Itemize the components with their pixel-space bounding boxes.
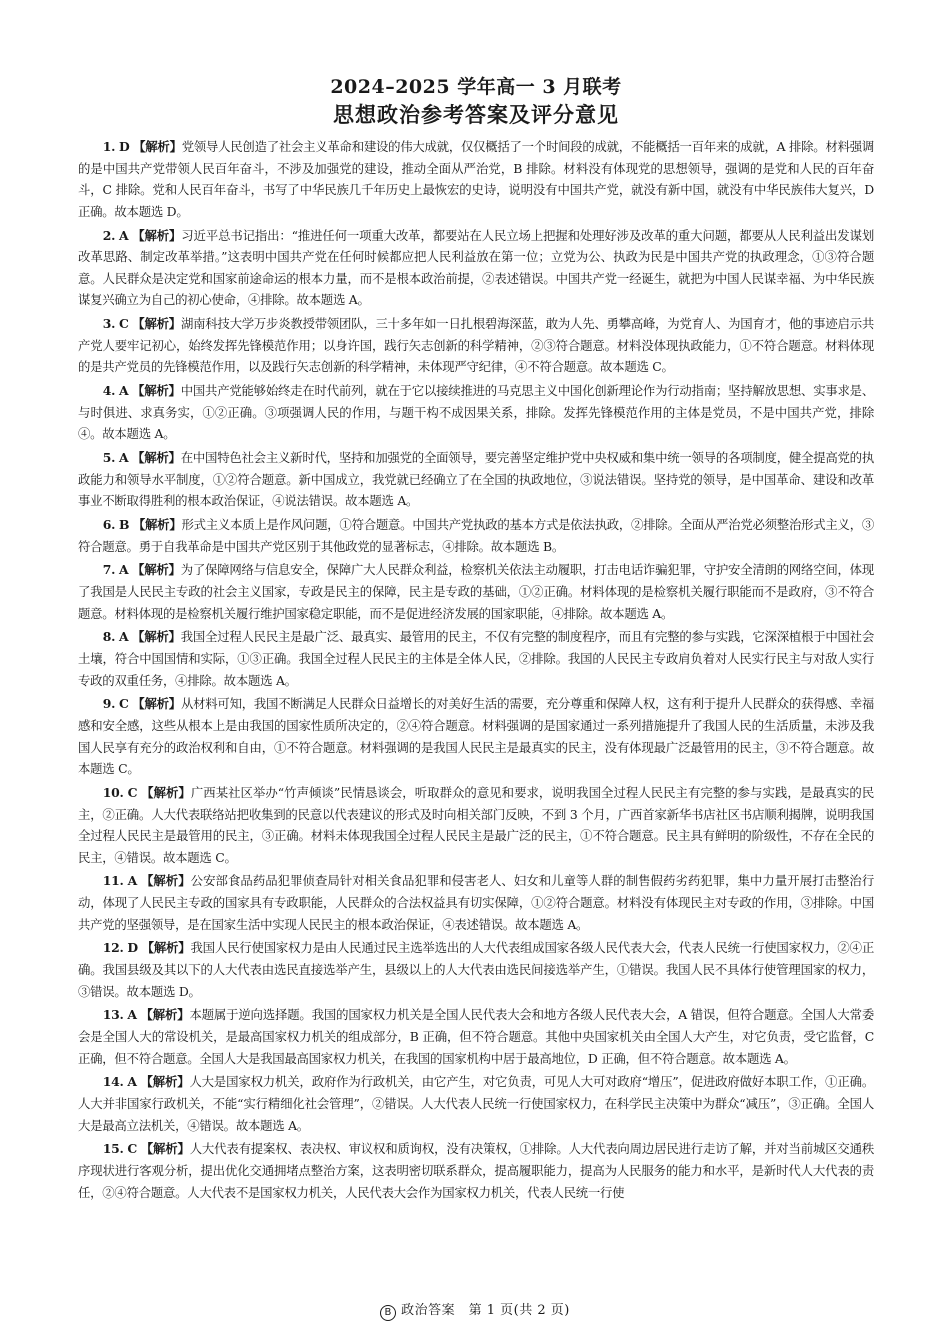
analysis-text: 人大代表有提案权、表决权、审议权和质询权，没有决策权，①排除。人大代表向周边居民进行走访了解，并对当前城区交通秩序现状进行客观分析，提出优化交通拥堵点整治方案，这表明密切联系群众，提高履职能力，提高为人民服务的能力和水平，是新时代人大代表的责任，②④符合题意。人大代表不是国家权力机关，人民代表大会作为国家权力机关，代表人民统一行使 xyxy=(78,1141,874,1200)
answer-item xyxy=(78,870,874,935)
question-number: 13. xyxy=(102,1007,124,1023)
answer-letter: A xyxy=(119,227,129,243)
analysis-tag: 【解析】 xyxy=(140,1007,190,1023)
analysis-tag: 【解析】 xyxy=(140,873,191,889)
answer-letter: A xyxy=(118,629,129,645)
analysis-text: 我国全过程人民民主是最广泛、最真实、最管用的民主，不仅有完整的制度程序，而且有完整的参与实践，它深深植根于中国社会土壤，符合中国国情和实际，①③正确。我国全过程人民民主的主体是全体人民，②排除。我国的人民民主专政肩负着对人民实行民主与对敌人实行专政的双重任务，④排除。故本题选 A。 xyxy=(78,629,874,688)
analysis-text: 在中国特色社会主义新时代，坚持和加强党的全面领导，要完善坚定维护党中央权威和集中统一领导的各项制度，健全提高党的执政能力和领导水平制度，①②符合题意。新中国成立，我党就已经确立了在全国的执政地位，③说法错误。坚持党的领导，是中国革命、建设和改革事业不断取得胜利的根本政治保证，④说法错误。故本题选 A。 xyxy=(78,450,874,509)
answer-item xyxy=(78,225,874,311)
question-number: 7. xyxy=(102,562,116,578)
analysis-tag: 【解析】 xyxy=(140,1074,190,1090)
answer-letter: C xyxy=(127,784,138,800)
answer-item xyxy=(78,559,874,624)
footer-text: 政治答案 第 1 页(共 2 页) xyxy=(401,1303,570,1318)
question-number: 8. xyxy=(102,629,116,645)
analysis-text: 党领导人民创造了社会主义革命和建设的伟大成就，仅仅概括了一个时间段的成就，不能概括一百年来的成就，A 排除。材料强调的是中国共产党带领人民百年奋斗，不涉及加强党的建设，推动全面从严治党，B 排除。材料没有体现党的思想领导，强调的是党和人民的百年奋斗，C 排除。党和人民百年奋斗，书写了中华民族几千年历史上最恢宏的史诗，说明没有中国共产党，就没有新中国，就没有中华民族伟大复兴，D 正确。故本题选 D。 xyxy=(78,139,875,219)
answer-letter: C xyxy=(127,1141,138,1157)
answer-item xyxy=(78,626,874,691)
question-number: 14. xyxy=(102,1074,124,1090)
analysis-tag: 【解析】 xyxy=(132,316,181,332)
analysis-text: 人大是国家权力机关，政府作为行政机关，由它产生，对它负责，可见人大可对政府“增压”，促进政府做好本职工作，①正确。人大并非国家行政机关，不能“实行精细化社会管理”，②错误。人大代表人民统一行使国家权力，在科学民主决策中为群众“减压”，③正确。全国人大是最高立法机关，④错误。故本题选 A。 xyxy=(78,1074,874,1133)
answer-item xyxy=(78,447,874,512)
analysis-tag: 【解析】 xyxy=(140,1141,190,1157)
answer-letter: A xyxy=(127,873,137,889)
answer-item xyxy=(78,380,874,445)
answer-letter: D xyxy=(118,139,130,154)
answer-list xyxy=(78,136,874,1203)
exam-title: 2024–2025 学年高一 3 月联考 xyxy=(330,76,622,98)
question-number: 5. xyxy=(102,450,116,466)
answer-item xyxy=(78,514,874,557)
analysis-text: 形式主义本质上是作风问题，①符合题意。中国共产党执政的基本方式是依法执政，②排除。全面从严治党必须整治形式主义，③符合题意。勇于自我革命是中国共产党区别于其他政党的显著标志，④排除。故本题选 B。 xyxy=(78,517,874,554)
analysis-text: 中国共产党能够始终走在时代前列，就在于它以接续推进的马克思主义中国化创新理论作为行动指南；坚持解放思想、实事求是、与时俱进、求真务实，①②正确。③项强调人民的作用，与题干构不成因果关系，排除。发挥先锋模范作用的主体是党员，不是中国共产党，排除④。故本题选 A。 xyxy=(78,383,874,442)
question-number: 11. xyxy=(102,873,124,889)
answer-item xyxy=(78,136,874,222)
answer-letter: B xyxy=(118,517,130,533)
answer-letter: C xyxy=(118,696,129,712)
question-number: 15. xyxy=(102,1141,124,1157)
answer-item xyxy=(78,937,874,1002)
version-badge: B xyxy=(380,1305,396,1321)
answer-letter: A xyxy=(118,383,129,399)
answer-document xyxy=(78,74,874,1205)
question-number: 2. xyxy=(102,227,116,243)
analysis-tag: 【解析】 xyxy=(141,784,191,800)
question-number: 1. xyxy=(102,139,116,154)
answer-item xyxy=(78,1071,874,1136)
analysis-text: 本题属于逆向选择题。我国的国家权力机关是全国人民代表大会和地方各级人民代表大会，A 错误，但符合题意。全国人大常委会是全国人大的常设机关，是最高国家权力机关的组成部分，B 正确，但不符合题意。其他中央国家机关由全国人大产生，对它负责，受它监督，C 正确，但不符合题意。全国人大是我国最高国家权力机关，在我国的国家机构中居于最高地位，D 正确，但不符合题意。故本题选 A。 xyxy=(78,1007,874,1066)
analysis-tag: 【解析】 xyxy=(132,383,181,399)
analysis-text: 从材料可知，我国不断满足人民群众日益增长的对美好生活的需要，充分尊重和保障人权，这有利于提升人民群众的获得感、幸福感和安全感，这些从根本上是由我国的国家性质所决定的，②④符合题意。材料强调的是国家通过一系列措施提升了我国人民的生活质量，未涉及我国人民享有充分的政治权利和自由，①不符合题意。材料强调的是我国人民民主是最真实的民主，没有体现最广泛最管用的民主，③不符合题意。故本题选 C。 xyxy=(78,696,874,777)
document-subtitle: 思想政治参考答案及评分意见 xyxy=(333,102,619,127)
analysis-text: 广西某社区举办“竹声倾谈”民情恳谈会，听取群众的意见和要求，说明我国全过程人民民主有完整的参与实践，是最真实的民主，②正确。人大代表联络站把收集到的民意以代表建议的形式及时向相关部门反映，不到 3 个月，广西首家新华书店社区书店顺利揭牌，说明我国全过程人民民主是最管用的民主，③正确。材料未体现我国全过程人民民主是最广泛的民主，①不符合题意。民主具有鲜明的阶级性，不存在全民的民主，④错误。故本题选 C。 xyxy=(78,784,874,865)
analysis-tag: 【解析】 xyxy=(132,450,181,466)
analysis-tag: 【解析】 xyxy=(132,562,181,578)
analysis-tag: 【解析】 xyxy=(141,940,191,956)
answer-letter: A xyxy=(127,1074,137,1090)
question-number: 9. xyxy=(102,696,116,712)
page-footer xyxy=(0,1302,950,1321)
question-number: 12. xyxy=(102,940,124,956)
analysis-text: 习近平总书记指出：“推进任何一项重大改革，都要站在人民立场上把握和处理好涉及改革的重大问题，都要从人民利益出发谋划改革思路、制定改革举措。”这表明中国共产党在任何时候都应把人民利益放在第一位；立党为公、执政为民是中国共产党的执政理念，①③符合题意。人民群众是决定党和国家前途命运的根本力量，而不是根本政治前提，②表述错误。中国共产党一经诞生，就把为中国人民谋幸福、为中华民族谋复兴确立为自己的初心使命，④排除。故本题选 A。 xyxy=(78,227,874,308)
question-number: 3. xyxy=(102,316,116,332)
answer-item xyxy=(78,313,874,378)
analysis-text: 为了保障网络与信息安全，保障广大人民群众利益，检察机关依法主动履职，打击电话诈骗犯罪，守护安全清朗的网络空间，体现了我国是人民民主专政的社会主义国家，专政是民主的保障，民主是专政的基础，①②正确。材料体现的是检察机关履行职能而不是政府，③不符合题意。材料体现的是检察机关履行维护国家稳定职能，而不是促进经济发展的国家职能，④排除。故本题选 A。 xyxy=(78,562,874,621)
analysis-text: 我国人民行使国家权力是由人民通过民主选举选出的人大代表组成国家各级人民代表大会，代表人民统一行使国家权力，②④正确。我国县级及其以下的人大代表由选民直接选举产生，县级以上的人大代表由选民间接选举产生，①错误。我国人民不具体行使管理国家的权力，③错误。故本题选 D。 xyxy=(78,940,874,999)
answer-letter: A xyxy=(118,562,129,578)
analysis-text: 公安部食品药品犯罪侦查局针对相关食品犯罪和侵害老人、妇女和儿童等人群的制售假药劣药犯罪，集中力量开展打击整治行动，体现了人民民主专政的国家具有专政职能，人民群众的合法权益具有切实保障，①②符合题意。材料没有体现民主对专政的作用，③排除。中国共产党的坚强领导，是在国家生活中实现人民民主的根本政治保证，④表述错误。故本题选 A。 xyxy=(78,873,874,932)
analysis-tag: 【解析】 xyxy=(132,227,182,243)
answer-letter: A xyxy=(127,1007,137,1023)
answer-letter: C xyxy=(118,316,129,332)
analysis-tag: 【解析】 xyxy=(132,517,182,533)
answer-letter: D xyxy=(127,940,138,956)
question-number: 6. xyxy=(102,517,116,533)
question-number: 10. xyxy=(102,784,124,800)
analysis-tag: 【解析】 xyxy=(132,629,181,645)
answer-letter: A xyxy=(118,450,129,466)
answer-item xyxy=(78,1138,874,1203)
answer-item xyxy=(78,693,874,779)
answer-item xyxy=(78,1004,874,1069)
question-number: 4. xyxy=(102,383,116,399)
analysis-tag: 【解析】 xyxy=(132,696,181,712)
analysis-tag: 【解析】 xyxy=(133,139,182,154)
analysis-text: 湖南科技大学万步炎教授带领团队，三十多年如一日扎根碧海深蓝，敢为人先、勇攀高峰，为党育人、为国育才，他的事迹启示共产党人要牢记初心，始终发挥先锋模范作用；以身许国，践行矢志创新的科学精神，②③符合题意。材料没体现执政能力，①不符合题意。材料体现的是共产党员的先锋模范作用，以及践行矢志创新的科学精神，未体现严守纪律，④不符合题意。故本题选 C。 xyxy=(78,316,874,375)
answer-item xyxy=(78,782,874,868)
